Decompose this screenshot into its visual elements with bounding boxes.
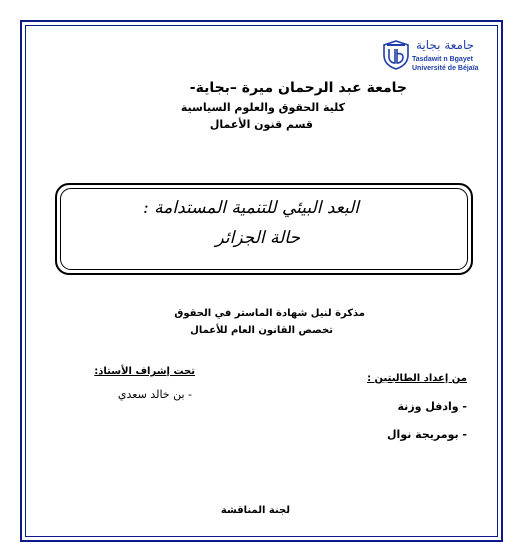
student-name: - بومريجة نوال	[387, 428, 467, 441]
committee-heading: لجنة المناقشة	[220, 505, 290, 516]
memo-degree: مذكرة لنيل شهادة الماستر في الحقوق	[174, 308, 365, 319]
thesis-title-line1: البعد البيئي للتنمية المستدامة :	[143, 198, 359, 218]
faculty-name: كلية الحقوق والعلوم السياسية	[180, 101, 345, 114]
supervisor-label: تحت إشراف الأستاذ:	[94, 366, 195, 377]
university-logo	[382, 38, 498, 80]
logo-latin-line2: Université de Béjaïa	[412, 65, 479, 72]
memo-specialty: تخصص القانون العام للأعمال	[190, 325, 333, 336]
logo-latin-line1: Tasdawit n Bgayet	[412, 56, 473, 63]
logo-arabic-text: جامعة بجاية	[416, 38, 475, 52]
student-name: - وادفل وزنة	[397, 400, 467, 413]
supervisor-name: - بن خالد سعدي	[117, 388, 192, 401]
students-label: من إعداد الطالبتين :	[367, 373, 467, 384]
thesis-title-line2: حالة الجزائر	[215, 228, 300, 248]
university-emblem-icon	[382, 40, 410, 70]
university-name: جامعة عبد الرحمان ميرة –بجاية-	[189, 80, 407, 96]
department-name: قسم قنون الأعمال	[209, 118, 313, 131]
